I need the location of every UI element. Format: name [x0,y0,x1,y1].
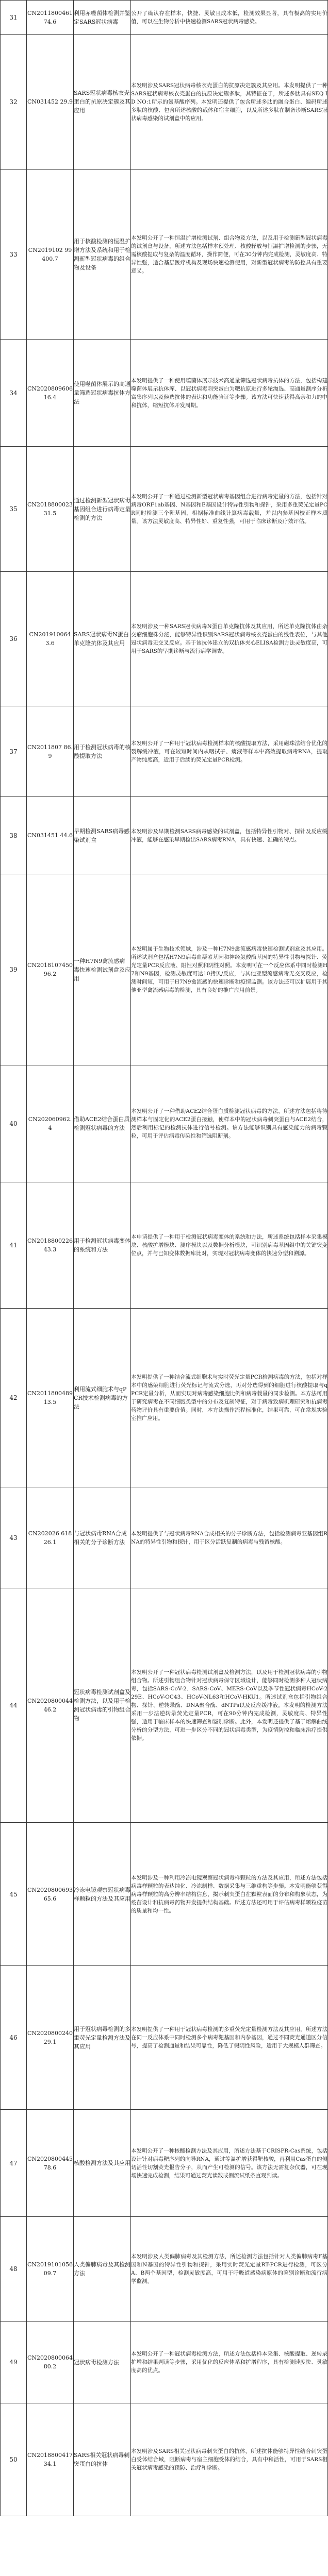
patent-abstract: 本发明公开了一种冠状病毒检测试剂盒及检测方法，以及用于检测冠状病毒的引物组合物。所述引物组合物针对冠状病毒保守区域设计，能够同时检测多种人冠状病毒，包括SARS-CoV-2、SARS-CoV、MERS-CoV以及季节性冠状病毒HCoV-229E、HCoV-OC43、HCoV-NL63和HCoV-HKU1。所述试剂盒包括引物组合物、探针、逆转录酶、DNA聚合酶、dNTPs以及反应缓冲液。本发明的检测方法采用一步法逆转录荧光定量PCR，可在90分钟内完成检测，灵敏度高、特异性强，适用于临床样本的快速筛查和鉴别诊断。此外，本发明还提供了基于熔解曲线分析的分型方法，可进一步区分不同的冠状病毒类型，为疫情防控和临床治疗提供依据。 [131,1669,327,1741]
table-row [1,170,328,340]
row-number: 40 [9,1120,18,1127]
table-row [1,572,328,706]
row-number: 31 [9,13,18,21]
patent-abstract-cell [131,1182,328,1309]
table-row [1,447,328,572]
patent-number-cell [27,706,74,797]
patent-number: CN202080044578.6 [27,2155,73,2171]
patent-number-cell [27,1966,74,2110]
patent-title-cell [74,170,131,340]
patent-number: CN202026 61826.1 [28,1530,72,1546]
patent-abstract: 本发明公开了一种冠状病毒检测方法，所述方法包括样本采集、核酸提取、逆转录扩增和结果判读等步骤，采用优化的反应体系和扩增程序，具有检测速度快、灵敏度高的优点。 [131,2351,327,2374]
row-number-cell [1,1182,27,1309]
patent-abstract: 本发明提供了与冠状病毒RNA合成相关的分子诊断方法，包括检测病毒亚基因组RNA的特异性引物和探针，用于区分活跃复制的病毒与残留核酸。 [131,1530,327,1545]
patent-abstract-cell [131,874,328,1065]
patent-abstract-cell [131,797,328,874]
patent-title: 早期检测SARS病毒感染试剂盒 [74,827,130,843]
patent-title-cell [74,1065,131,1182]
patent-number-cell [27,35,74,170]
patent-number-cell [27,2217,74,2321]
patent-abstract-cell [131,1823,328,1966]
patent-title-cell [74,1182,131,1309]
patent-number: CN201880041734.1 [27,2452,73,2467]
patent-title-cell [74,706,131,797]
patent-number: CN201180048913.5 [27,1390,73,1405]
patent-number-cell [27,2110,74,2217]
table-row [1,1065,328,1182]
row-number-cell [1,1823,27,1966]
patent-number-cell [27,447,74,572]
row-number-cell [1,2217,27,2321]
patent-number: CN201910105609.7 [27,2261,73,2277]
patent-abstract-cell [131,1588,328,1823]
patent-number: CN201810745096.2 [27,962,73,977]
patent-number: CN202060962.4 [28,1116,72,1131]
patent-title: 利用流式细胞术与qPCR技术检测病毒的方法 [74,1385,128,1410]
patent-abstract-cell [131,2403,328,2516]
row-number: 42 [9,1394,18,1401]
patent-number: CN031451 44.6 [27,832,73,839]
patent-title: 冠状病毒检测方法 [74,2359,119,2366]
table-row [1,35,328,170]
row-number-cell [1,2110,27,2217]
table-row [1,1,328,35]
patent-number: CN202080006480.2 [27,2354,73,2370]
patent-abstract-cell [131,1487,328,1588]
patent-abstract-cell [131,2217,328,2321]
row-number: 39 [9,966,18,973]
patent-abstract-cell [131,35,328,170]
patent-abstract: 本发明涉及一种利用冷冻电镜观察冠状病毒样颗粒的方法及其应用，所述方法包括病毒样颗粒的表达纯化、冷冻制样、数据采集与三维重构等步骤。本发明能够获得病毒样颗粒的高分辨率结构信息，揭示刺突蛋白在颗粒表面的分布和构象状态，为疫苗设计和抗病毒药物开发提供结构基础。所述方法还可用于评估病毒样颗粒疫苗的质量和均一性。 [131,1874,327,1914]
row-number-cell [1,572,27,706]
row-number-cell [1,170,27,340]
patent-number: CN2011807 86.9 [27,743,73,759]
patent-title-cell [74,447,131,572]
patent-abstract-cell [131,2321,328,2403]
row-number: 46 [9,2034,18,2041]
patent-title: SARS相关冠状病毒刺突蛋白的抗体 [74,2452,130,2467]
table-row [1,1487,328,1588]
patent-abstract-cell [131,1,328,35]
patent-title: 冷冻电镜观察冠状病毒样颗粒的方法及其应用 [74,1886,130,1902]
patent-abstract-cell [131,706,328,797]
row-number: 35 [9,505,18,513]
patent-abstract: 本发明提供了一种使用噬菌体展示技术高通量筛选冠状病毒抗体的方法，包括构建噬菌体展示抗体库、以冠状病毒刺突蛋白为靶抗原进行多轮淘选、高通量测序分析富集序列以及候选抗体的表达和功能验证等步骤。该方法可快速获得高亲和力的中和抗体，缩短抗体开发周期。 [131,377,327,409]
patent-title-cell [74,2321,131,2403]
patent-title: 用于检测冠状病毒的核酸提取方法 [74,743,130,759]
patent-number-cell [27,572,74,706]
row-number: 49 [9,2359,18,2366]
row-number-cell [1,874,27,1065]
patent-number-cell [27,2321,74,2403]
patent-title: 利用赤噬菌体检测并鉴定SARS冠状病毒 [74,9,130,25]
patent-number-cell [27,1487,74,1588]
patent-abstract-cell [131,572,328,706]
row-number-cell [1,797,27,874]
patent-title: 使用噬菌体展示的高通量筛选冠状病毒抗体方法 [74,381,130,405]
patent-abstract-cell [131,447,328,572]
row-number: 32 [9,98,18,106]
row-number-cell [1,2403,27,2516]
patent-title-cell [74,35,131,170]
patent-abstract: 本发明公开了一种恒温扩增检测试剂、组合物及方法，以及用于检测新型冠状病毒的试剂盒与设备，所述方法包括样本预处理、核酸释放与恒温扩增检测的步骤，无需核酸提取与复杂的温度循环，操作简便，可在30分钟内完成检测，灵敏度高、特异性强，适合基层医疗机构及现场快速检测使用，对新型冠状病毒的防控具有重要意义。 [131,234,327,274]
patent-number-cell [27,1,74,35]
patent-title-cell [74,340,131,447]
patent-number: CN201910064 3.6 [29,631,71,647]
table-row [1,2110,328,2217]
patent-title: 用于冠状病毒检测的多重荧光定量检测方法及其应用 [74,2025,130,2050]
patent-number: CN201880022643.3 [27,1238,73,1253]
row-number: 44 [9,1702,18,1709]
patent-number: CN201180046174.6 [27,9,73,25]
patent-title: 通过检测新型冠状病毒基因组合进行病毒定量检测的方法 [74,497,130,521]
table-row [1,797,328,874]
patent-abstract: 本申请提供了一种用于检测冠状病毒变体的系统和方法，所述系统包括样本采集模块、核酸扩增模块、测序模块以及数据分析模块，可识别病毒基因组中的关键突变位点，并与已知变体数据库比对，实现对冠状病毒变体的快速分型和溯源。 [131,1234,327,1257]
row-number: 37 [9,748,18,755]
patent-number-cell [27,340,74,447]
table-row [1,1966,328,2110]
patent-title: 借助ACE2结合蛋白质检测冠状病毒的方法 [74,1116,130,1131]
patent-number: CN202080960616.4 [27,385,73,401]
patent-abstract: 本发明涉及SARS冠状病毒核衣壳蛋白的抗原决定簇及其应用。本发明提供了一种SARS冠状病毒核衣壳蛋白的抗原决定簇多肽，其特征在于，所述多肽具有SEQ ID NO:1所示的氨基酸序列。本发明还提供了包含所述多肽的融合蛋白、编码所述多肽的核酸、包含所述核酸的载体和宿主细胞，以及所述多肽在制备诊断SARS冠状病毒感染的试剂盒中的应用。 [131,82,327,122]
patent-title: 一种H7N9禽流感病毒快速检测试剂盒及应用 [74,957,130,982]
row-number-cell [1,35,27,170]
patent-number: CN202080024029.1 [27,2030,73,2045]
row-number-cell [1,1487,27,1588]
row-number-cell [1,2321,27,2403]
row-number: 47 [9,2159,18,2167]
patent-title-cell [74,2403,131,2516]
patent-title: SARS冠状病毒核衣壳蛋白的抗原决定簇及其应用 [74,90,130,114]
row-number-cell [1,447,27,572]
table-row [1,1182,328,1309]
patent-abstract: 本发明属于生物技术领域，涉及一种H7N9禽流感病毒快速检测试剂盒及其应用。所述试剂盒包括H7N9病毒血凝素基因和神经氨酸酶基因的特异性引物与探针、荧光定量PCR反应液、阳性对照和阴性对照。本发明可在一个反应体系中同时检测H7和N9基因，检测灵敏度可达10拷贝/反应，与其他亚型流感病毒无交叉反应，检测时间短，可用于H7N9禽流感的快速诊断和疫情监测。该方法还可以扩展用于其他亚型禽流感病毒的检测，具有良好的推广应用前景。 [131,946,327,993]
table-row [1,340,328,447]
row-number: 50 [9,2456,18,2463]
table-row [1,1309,328,1487]
patent-abstract: 本发明公开了一种借助ACE2结合蛋白质检测冠状病毒的方法，所述方法包括将待测样本与固定化的ACE2蛋白接触，使样本中的冠状病毒刺突蛋白与ACE2结合，然后利用标记的检测抗体进行信号检测。该方法能够识别具有感染能力的病毒颗粒，可用于评估病毒传染性和筛选阻断剂。 [131,1108,327,1139]
patent-abstract-cell [131,1309,328,1487]
table-row [1,1823,328,1966]
patent-number-cell [27,1065,74,1182]
patent-abstract: 本发明公开了一种通过检测新型冠状病毒基因组合进行病毒定量的方法，包括针对病毒ORF1ab基因、N基因和E基因设计特异性引物和探针，采用多重荧光定量PCR同时检测三个靶基因，根据标准曲线计算病毒载量，并以内参基因校正样本质量。该方法灵敏度高、特异性好、重复性强，可用于临床诊断及疗效评估。 [131,494,327,524]
patent-abstract-cell [131,340,328,447]
patent-number-cell [27,797,74,874]
patent-title-cell [74,2217,131,2321]
patent-number-cell [27,1309,74,1487]
patent-number-cell [27,1823,74,1966]
patent-abstract-cell [131,1966,328,2110]
patent-title: SARS冠状病毒N蛋白单克隆抗体及其应用 [74,631,129,647]
patent-number: CN202080004446.2 [27,1698,73,1713]
table-row [1,1588,328,1823]
row-number: 41 [9,1242,18,1249]
row-number-cell [1,706,27,797]
table-row [1,2321,328,2403]
patent-title: 人类偏肺病毒及其检测方法 [74,2261,130,2277]
row-number-cell [1,1,27,35]
patent-number-cell [27,1182,74,1309]
patent-abstract: 本发明公开了一种核酸检测方法及其应用，所述方法基于CRISPR-Cas系统，包括设计针对病毒靶序列的向导RNA，通过等温扩增获得靶核酸，再利用Cas蛋白的侧切活性切割荧光报告分子，从而产生可检测的信号。该方法无需复杂仪器，可在现场快速完成检测，结果可通过荧光读数或侧流试纸条直观判读。 [131,2147,327,2179]
row-number: 38 [9,832,18,839]
table-row [1,874,328,1065]
patent-number: CN201880002331.5 [27,501,73,517]
table-row [1,2217,328,2321]
patent-abstract: 本发明公开了一种用于冠状病毒检测样本的核酸提取方法，采用磁珠法结合优化的裂解缓冲液，可在较短时间内从咽拭子、痰液等样本中高效提取病毒RNA，提取产物纯度高，适用于后续的荧光定量PCR检测。 [131,740,327,763]
patent-table-body [1,1,328,2516]
patent-title-cell [74,874,131,1065]
patent-title-cell [74,2110,131,2217]
patent-number-cell [27,2403,74,2516]
patent-title-cell [74,572,131,706]
row-number: 48 [9,2265,18,2273]
row-number-cell [1,1588,27,1823]
patent-abstract-cell [131,170,328,340]
row-number: 33 [9,250,18,258]
row-number-cell [1,340,27,447]
patent-abstract: 本发明提供了一种结合流式细胞术与实时荧光定量PCR检测病毒的方法，包括对样本中的感染细胞进行荧光标记与流式分选，再对分选得到的细胞进行核酸提取与qPCR定量分析，从而实现对病毒感染细胞比例和病毒载量的同步检测。本方法可用于研究病毒在不同细胞类型中的分布及复制特征，对于病毒致病机理研究和抗病毒药物评价具有重要价值。同时，本方法操作流程标准化，结果可靠，可在常规实验室推广应用。 [131,1374,327,1421]
table-row [1,2403,328,2516]
patent-title: 用于检测冠状病毒变体的系统和方法 [74,1238,130,1253]
row-number-cell [1,1309,27,1487]
patent-title: 与冠状病毒RNA合成相关的分子诊断方法 [74,1530,127,1546]
row-number: 45 [9,1890,18,1898]
patent-number-cell [27,874,74,1065]
patent-title-cell [74,1966,131,2110]
patent-abstract: 本发明涉及早期检测SARS病毒感染的试剂盒，包括特异性引物对、探针及反应缓冲液，能够在感染早期检出SARS病毒RNA，具有快速、准确的特点。 [131,828,327,843]
patent-title: 冠状病毒检测试剂盒及检测方法，以及用于检测冠状病毒的引物组合物 [74,1689,130,1722]
patent-abstract: 本发明涉及SARS相关冠状病毒刺突蛋白的抗体，所述抗体能够特异性结合刺突蛋白受体结合域，阻断病毒与宿主细胞受体的结合，具有中和活性，可用于SARS相关冠状病毒感染的预防、治疗和诊断。 [131,2448,327,2471]
patent-number-cell [27,1588,74,1823]
row-number: 34 [9,389,18,397]
patent-title: 用于核酸检测的恒温扩增方法及系统和用于检测新型冠状病毒的组合物及设备 [74,238,130,271]
patent-title-cell [74,1487,131,1588]
patent-title: 核酸检测方法及其应用 [74,2160,130,2166]
row-number-cell [1,1966,27,2110]
patent-number: CN031452 29.9 [27,98,73,105]
patent-abstract-cell [131,2110,328,2217]
patent-abstract: 本发明提供了一种用于冠状病毒检测的多重荧光定量检测方法及其应用，所述方法在同一反应体系中同时检测多个病毒靶基因和内参基因，通过不同荧光通道区分信号，提高了检测通量和结果可靠性，降低了假阴性风险，适用于大规模人群筛查。 [131,2026,327,2049]
row-number: 36 [9,635,18,642]
patent-abstract: 本发明涉及一种SARS冠状病毒N蛋白单克隆抗体及其应用，所述单克隆抗体由杂交瘤细胞株分泌，能够特异性识别SARS冠状病毒核衣壳蛋白的线性表位，与其他冠状病毒无交叉反应。基于该抗体建立的双抗体夹心ELISA检测方法灵敏度高，可用于SARS的早期诊断与流行病学调查。 [131,623,327,654]
patent-abstract: 公开了确认存在样本，快捷、灵敏且成本低，检测效果显著，具有极高的实用价值，可以在生物分析中快速检测SARS冠状病毒感染。 [131,10,327,25]
patent-number: CN2019102 99400.7 [28,246,72,262]
patent-title-cell [74,1,131,35]
patent-title-cell [74,797,131,874]
patent-abstract-cell [131,1065,328,1182]
table-row [1,706,328,797]
patent-abstract: 本发明涉及人类偏肺病毒及其检测方法，所述检测方法包括针对人类偏肺病毒F基因和N基因的特异性引物和探针，采用实时荧光定量RT-PCR进行检测，可区分A、B两个基因型，检测灵敏度高，可用于呼吸道感染病原体的鉴别诊断和流行病学监测。 [131,2253,327,2284]
patent-title-cell [74,1588,131,1823]
patent-number-cell [27,170,74,340]
patent-title-cell [74,1309,131,1487]
row-number: 43 [9,1534,18,1541]
row-number-cell [1,1065,27,1182]
patent-title-cell [74,1823,131,1966]
patent-number: CN202080069365.6 [27,1886,73,1902]
